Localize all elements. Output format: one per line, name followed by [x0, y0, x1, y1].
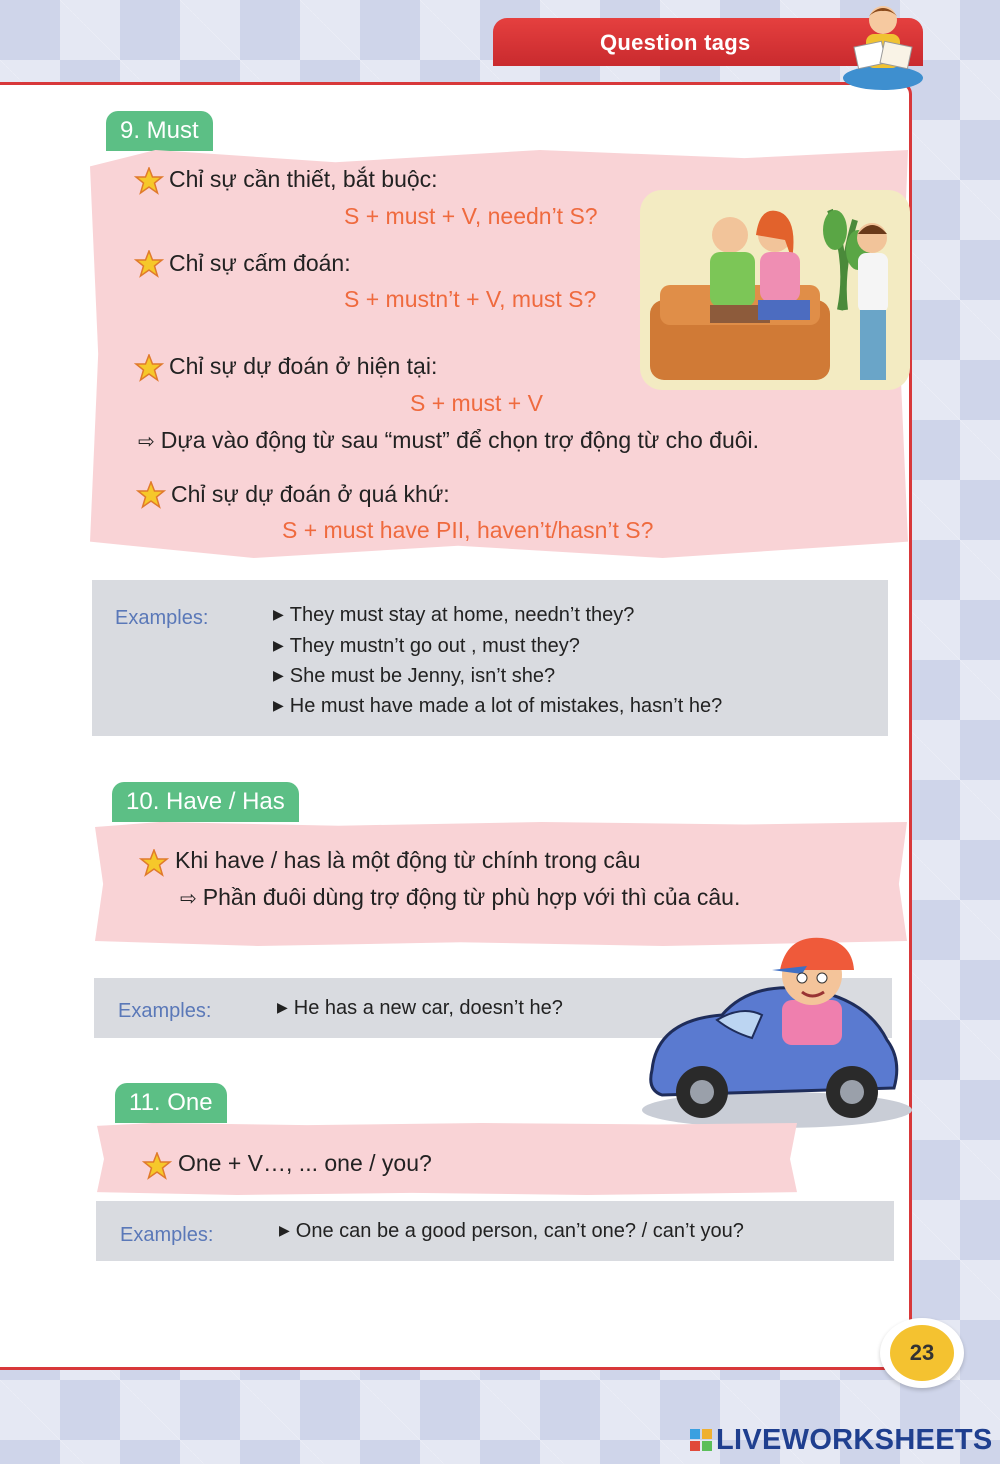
example-item: ▶ He has a new car, doesn’t he?	[277, 997, 563, 1019]
rule-formula: S + must + V, needn’t S?	[344, 203, 598, 229]
boy-car-illustration	[632, 920, 914, 1130]
rule-text: Chỉ sự cấm đoán:	[169, 250, 351, 276]
arrow-right-icon: ⇨	[138, 431, 155, 453]
rule-text: One + V…, ... one / you?	[178, 1150, 432, 1176]
example-item: ▶ She must be Jenny, isn’t she?	[273, 665, 556, 687]
boy-reading-illustration	[838, 0, 928, 92]
star-icon	[142, 1152, 172, 1182]
section-label-have-has: 10. Have / Has	[112, 782, 299, 822]
example-item: ▶ They mustn’t go out , must they?	[273, 635, 580, 657]
rule-note: ⇨ Dựa vào động từ sau “must” để chọn trợ động từ cho đuôi.	[138, 427, 760, 453]
examples-label: Examples:	[120, 1224, 214, 1246]
triangle-bullet-icon: ▶	[277, 999, 288, 1015]
rule-note: ⇨ Phần đuôi dùng trợ động từ phù hợp với thì của câu.	[180, 884, 741, 910]
family-illustration	[640, 190, 910, 390]
page-number: 23	[890, 1325, 954, 1381]
triangle-bullet-icon: ▶	[273, 606, 284, 622]
star-icon	[134, 354, 164, 384]
example-item: ▶ They must stay at home, needn’t they?	[273, 604, 635, 626]
watermark: LIVEWORKSHEETS	[690, 1424, 993, 1457]
rule-formula: S + must + V	[410, 390, 543, 416]
section-label-one: 11. One	[115, 1083, 227, 1123]
arrow-right-icon: ⇨	[180, 888, 197, 910]
triangle-bullet-icon: ▶	[273, 667, 284, 683]
rule-text: Chỉ sự cần thiết, bắt buộc:	[169, 166, 438, 192]
rule-formula: S + mustn’t + V, must S?	[344, 286, 597, 312]
page-title: Question tags	[600, 30, 751, 55]
rule-text: Chỉ sự dự đoán ở quá khứ:	[171, 481, 450, 507]
section-label-must: 9. Must	[106, 111, 213, 151]
examples-label: Examples:	[115, 607, 209, 629]
star-icon	[139, 849, 169, 879]
star-icon	[134, 250, 164, 280]
triangle-bullet-icon: ▶	[279, 1222, 290, 1238]
triangle-bullet-icon: ▶	[273, 697, 284, 713]
examples-label: Examples:	[118, 1000, 212, 1022]
star-icon	[134, 167, 164, 197]
page-number-badge	[880, 1318, 964, 1388]
liveworksheets-logo-icon	[690, 1429, 712, 1451]
star-icon	[136, 481, 166, 511]
rule-text: Khi have / has là một động từ chính trong câu	[175, 847, 641, 873]
rule-formula: S + must have PII, haven’t/hasn’t S?	[282, 517, 654, 543]
triangle-bullet-icon: ▶	[273, 637, 284, 653]
example-item: ▶ One can be a good person, can’t one? / can’t you?	[279, 1220, 744, 1242]
example-item: ▶ He must have made a lot of mistakes, hasn’t he?	[273, 695, 723, 717]
rule-text: Chỉ sự dự đoán ở hiện tại:	[169, 353, 438, 379]
